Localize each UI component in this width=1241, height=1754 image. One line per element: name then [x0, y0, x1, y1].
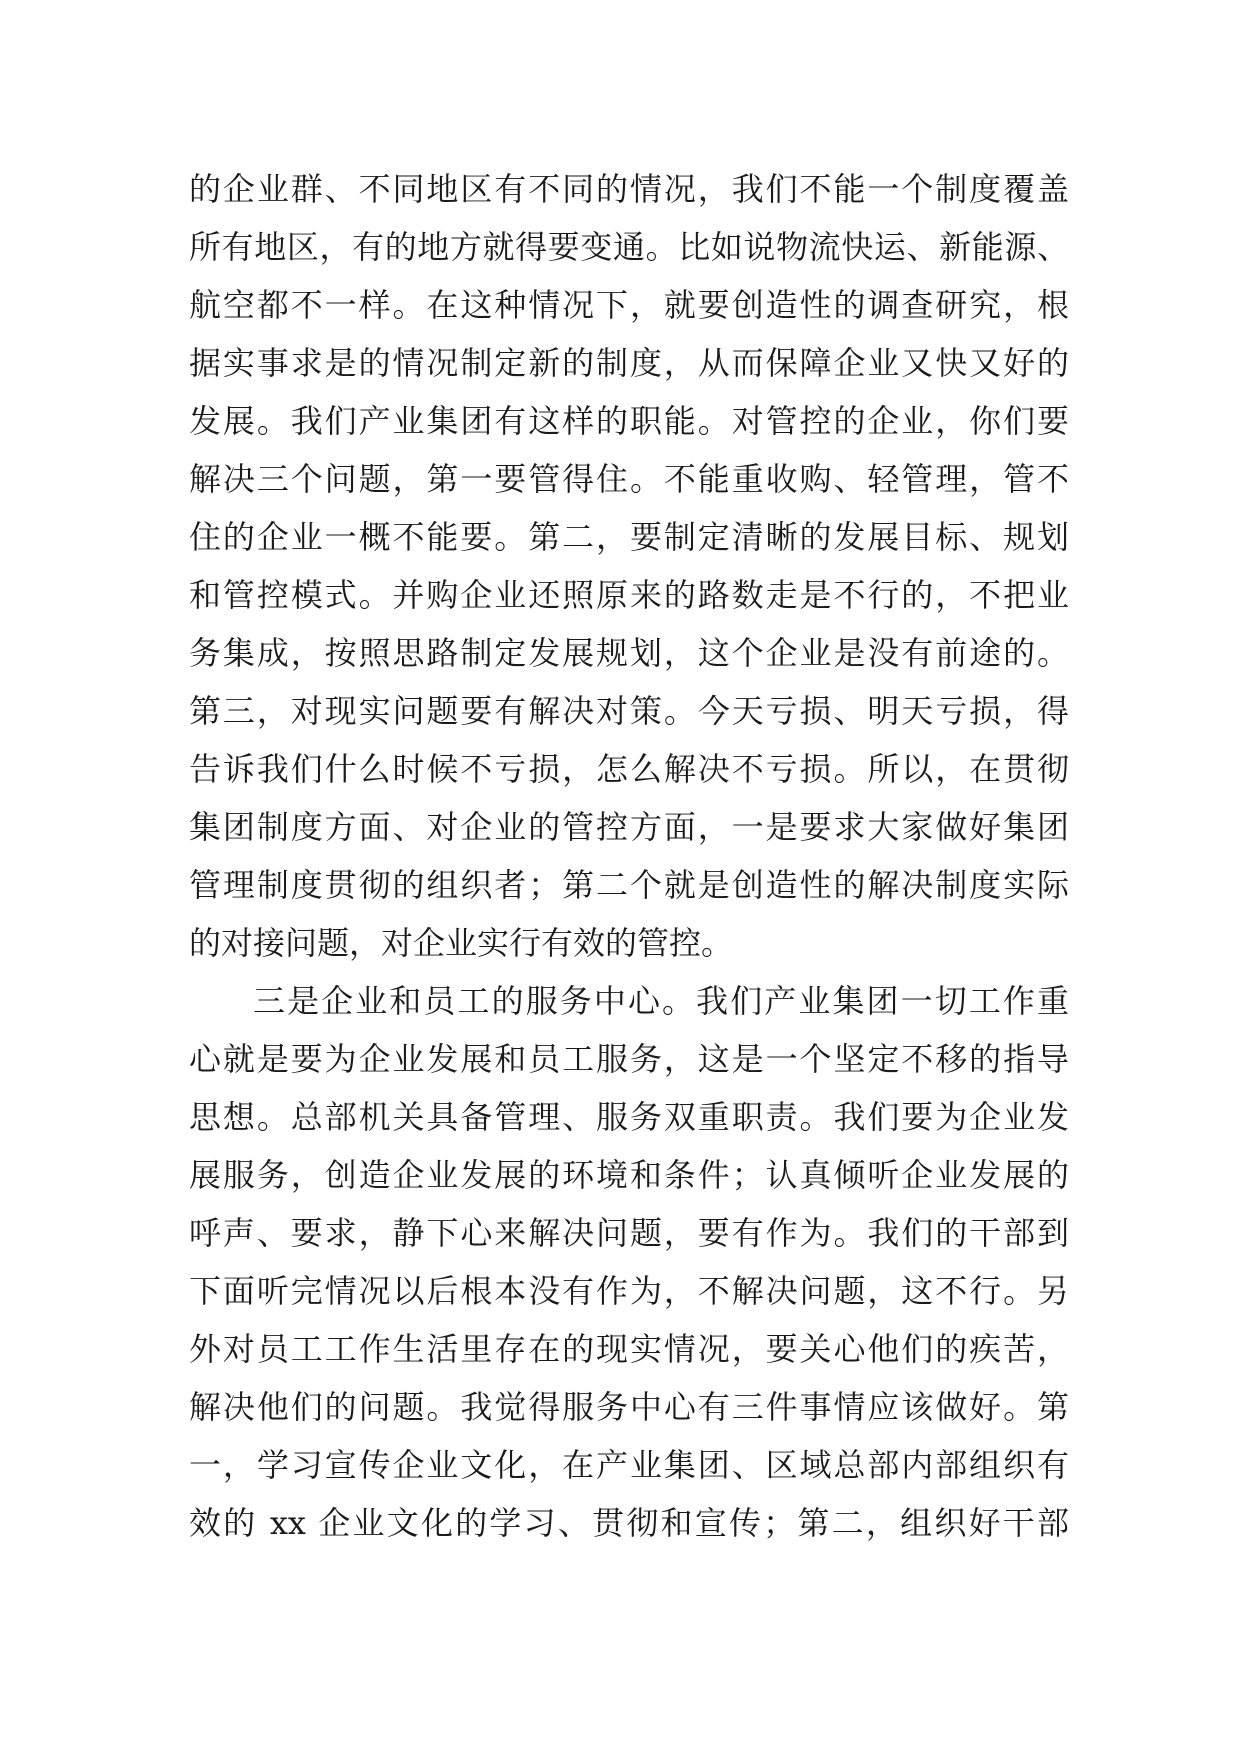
text-line: 航空都不一样。在这种情况下，就要创造性的调查研究，根 [189, 286, 1069, 324]
text-line: 和管控模式。并购企业还照原来的路数走是不行的，不把业 [189, 576, 1069, 614]
paragraph-2 [189, 972, 1069, 1552]
text-line: 集团制度方面、对企业的管控方面，一是要求大家做好集团 [189, 808, 1069, 846]
text-line: 一，学习宣传企业文化，在产业集团、区域总部内部组织有 [189, 1446, 1069, 1484]
text-line: 三是企业和员工的服务中心。我们产业集团一切工作重 [253, 982, 1069, 1020]
text-line: 第三，对现实问题要有解决对策。今天亏损、明天亏损，得 [189, 692, 1069, 730]
text-line: 呼声、要求，静下心来解决问题，要有作为。我们的干部到 [189, 1214, 1069, 1252]
text-line: 外对员工工作生活里存在的现实情况，要关心他们的疾苦， [189, 1330, 1069, 1368]
text-line: 解决三个问题，第一要管得住。不能重收购、轻管理，管不 [189, 460, 1069, 498]
text-line: 思想。总部机关具备管理、服务双重职责。我们要为企业发 [189, 1098, 1069, 1136]
text-line: 效的 xx 企业文化的学习、贯彻和宣传；第二，组织好干部 [189, 1504, 1069, 1542]
text-line: 的对接问题，对企业实行有效的管控。 [189, 924, 734, 962]
text-line: 下面听完情况以后根本没有作为，不解决问题，这不行。另 [189, 1272, 1069, 1310]
text-line: 管理制度贯彻的组织者；第二个就是创造性的解决制度实际 [189, 866, 1069, 904]
text-line: 所有地区，有的地方就得要变通。比如说物流快运、新能源、 [189, 228, 1069, 266]
text-line: 据实事求是的情况制定新的制度，从而保障企业又快又好的 [189, 344, 1069, 382]
text-line: 告诉我们什么时候不亏损，怎么解决不亏损。所以，在贯彻 [189, 750, 1069, 788]
text-line: 的企业群、不同地区有不同的情况，我们不能一个制度覆盖 [189, 170, 1069, 208]
text-line: 务集成，按照思路制定发展规划，这个企业是没有前途的。 [189, 634, 1069, 672]
text-line: 心就是要为企业发展和员工服务，这是一个坚定不移的指导 [189, 1040, 1069, 1078]
text-line: 发展。我们产业集团有这样的职能。对管控的企业，你们要 [189, 402, 1069, 440]
document-body [189, 160, 1069, 1552]
text-line: 解决他们的问题。我觉得服务中心有三件事情应该做好。第 [189, 1388, 1069, 1426]
text-line: 住的企业一概不能要。第二，要制定清晰的发展目标、规划 [189, 518, 1069, 556]
text-line: 展服务，创造企业发展的环境和条件；认真倾听企业发展的 [189, 1156, 1069, 1194]
paragraph-1 [189, 160, 1069, 972]
